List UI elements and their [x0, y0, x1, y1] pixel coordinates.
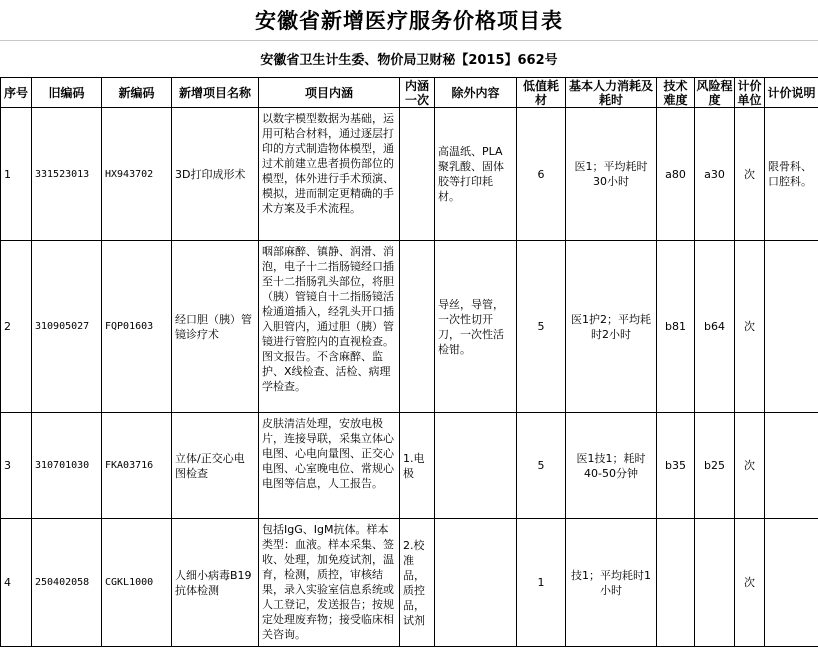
- cell-low-value[interactable]: 1: [517, 519, 566, 647]
- cell-note[interactable]: [765, 241, 818, 413]
- cell-once[interactable]: [400, 108, 435, 241]
- cell-content[interactable]: 咽部麻醉、镇静、润滑、消泡，电子十二指肠镜经口插至十二指肠乳头部位，将胆（胰）管镜自十二指肠镜活检通道插入，经乳头开口插入胆管内，通过胆（胰）管镜进行管腔内的直视检查。图文报告。不含麻醉、监护、X线检查、活检、病理学检查。: [259, 241, 400, 413]
- price-table: [0, 77, 818, 647]
- cell-risk[interactable]: a30: [695, 108, 735, 241]
- header-except[interactable]: 除外内容: [435, 78, 517, 108]
- cell-difficulty[interactable]: a80: [657, 108, 695, 241]
- cell-once[interactable]: [400, 241, 435, 413]
- cell-low-value[interactable]: 5: [517, 241, 566, 413]
- cell-except[interactable]: [435, 413, 517, 519]
- table-row: [1, 413, 818, 519]
- header-unit[interactable]: 计价单位: [735, 78, 765, 108]
- cell-difficulty[interactable]: b35: [657, 413, 695, 519]
- cell-new-code[interactable]: FQP01603: [102, 241, 172, 413]
- cell-seq[interactable]: 4: [1, 519, 32, 647]
- cell-labor[interactable]: 医1；平均耗时30小时: [566, 108, 657, 241]
- cell-low-value[interactable]: 5: [517, 413, 566, 519]
- cell-low-value[interactable]: 6: [517, 108, 566, 241]
- document-subtitle: 安徽省卫生计生委、物价局卫财秘【2015】662号: [0, 40, 818, 78]
- cell-difficulty[interactable]: b81: [657, 241, 695, 413]
- cell-item-name[interactable]: 3D打印成形术: [172, 108, 259, 241]
- header-content[interactable]: 项目内涵: [259, 78, 400, 108]
- header-low-value[interactable]: 低值耗材: [517, 78, 566, 108]
- header-row: [1, 78, 818, 108]
- cell-labor[interactable]: 技1；平均耗时1小时: [566, 519, 657, 647]
- cell-note[interactable]: 限骨科、口腔科。: [765, 108, 818, 241]
- cell-seq[interactable]: 3: [1, 413, 32, 519]
- cell-content[interactable]: 以数字模型数据为基础，运用可粘合材料，通过逐层打印的方式制造物体模型，通过术前建立患者损伤部位的模型，体外进行手术预演、模拟，进而制定更精确的手术方案及手术流程。: [259, 108, 400, 241]
- cell-content[interactable]: 皮肤清洁处理，安放电极片，连接导联，采集立体心电图、心电向量图、正交心电图、心室晚电位、常规心电图等信息，人工报告。: [259, 413, 400, 519]
- cell-old-code[interactable]: 310905027: [32, 241, 102, 413]
- cell-note[interactable]: [765, 413, 818, 519]
- cell-unit[interactable]: 次: [735, 241, 765, 413]
- cell-labor[interactable]: 医1技1；耗时40-50分钟: [566, 413, 657, 519]
- cell-unit[interactable]: 次: [735, 519, 765, 647]
- cell-old-code[interactable]: 250402058: [32, 519, 102, 647]
- table-row: [1, 241, 818, 413]
- header-item-name[interactable]: 新增项目名称: [172, 78, 259, 108]
- cell-new-code[interactable]: FKA03716: [102, 413, 172, 519]
- cell-new-code[interactable]: CGKL1000: [102, 519, 172, 647]
- cell-except[interactable]: 高温纸、PLA聚乳酸、固体胶等打印耗材。: [435, 108, 517, 241]
- header-labor[interactable]: 基本人力消耗及耗时: [566, 78, 657, 108]
- cell-old-code[interactable]: 331523013: [32, 108, 102, 241]
- cell-labor[interactable]: 医1护2；平均耗时2小时: [566, 241, 657, 413]
- header-once[interactable]: 内涵一次: [400, 78, 435, 108]
- header-risk[interactable]: 风险程度: [696, 78, 733, 107]
- cell-risk[interactable]: b25: [695, 413, 735, 519]
- header-note[interactable]: 计价说明: [765, 78, 818, 108]
- cell-item-name[interactable]: 立体/正交心电图检查: [172, 413, 259, 519]
- cell-risk[interactable]: b64: [695, 241, 735, 413]
- cell-unit[interactable]: 次: [735, 108, 765, 241]
- cell-once[interactable]: 2.校准品，质控品，试剂: [400, 519, 435, 647]
- cell-old-code[interactable]: 310701030: [32, 413, 102, 519]
- header-difficulty[interactable]: 技术难度: [657, 78, 695, 108]
- table-row: [1, 108, 818, 241]
- cell-seq[interactable]: 1: [1, 108, 32, 241]
- cell-item-name[interactable]: 人细小病毒B19抗体检测: [172, 519, 259, 647]
- header-seq[interactable]: 序号: [1, 78, 32, 108]
- cell-seq[interactable]: 2: [1, 241, 32, 413]
- table-row: [1, 519, 818, 647]
- cell-once[interactable]: 1.电极: [400, 413, 435, 519]
- page-title: 安徽省新增医疗服务价格项目表: [0, 0, 818, 41]
- cell-content[interactable]: 包括IgG、IgM抗体。样本类型：血液。样本采集、签收、处理，加免疫试剂，温育，检测，质控，审核结果，录入实验室信息系统或人工登记，发送报告；按规定处理废弃物；接受临床相关咨询。: [259, 519, 400, 647]
- cell-except[interactable]: [435, 519, 517, 647]
- cell-item-name[interactable]: 经口胆（胰）管镜诊疗术: [172, 241, 259, 413]
- header-old-code[interactable]: 旧编码: [32, 78, 102, 108]
- header-new-code[interactable]: 新编码: [102, 78, 172, 108]
- cell-note[interactable]: [765, 519, 818, 647]
- cell-difficulty[interactable]: [657, 519, 695, 647]
- cell-new-code[interactable]: HX943702: [102, 108, 172, 241]
- cell-except[interactable]: 导丝，导管，一次性切开刀，一次性活检钳。: [435, 241, 517, 413]
- cell-unit[interactable]: 次: [735, 413, 765, 519]
- cell-risk[interactable]: [695, 519, 735, 647]
